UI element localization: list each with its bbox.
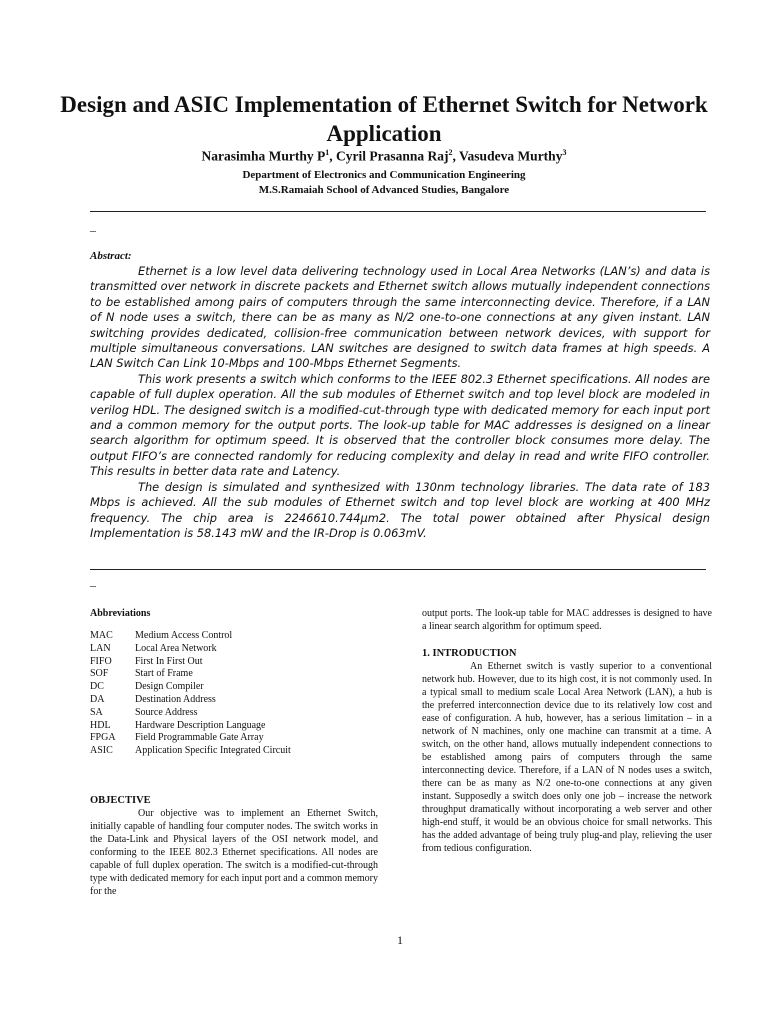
abbreviation-meaning: Source Address (135, 706, 198, 718)
introduction-paragraph: An Ethernet switch is vastly superior to a conventional network hub. However, due to its high cost, it is not commonly used. In a typical small to medium scale Local Area Network (LAN), a hub is the preferred interconnection device due to its relatively low cost and ease of configuration. A hub, however, has a serious limitation – in a network of N machines, only one machine can transmit at a time. A switch, on the other hand, allows mutually independent connections to be established among pairs of computers through the same interconnecting device. Therefore, if a LAN of N nodes uses a switch, there can be as many as N/2 one-to-one connections at any given instant. Supposedly a switch does only one job – increase the network throughput dramatically without incorporating a web server and other high-end stuff, it would be an obvious choice for small networks. This has the added advantage of being truly plug-and play, relieving the user from tedious configuration. (422, 661, 712, 854)
objective-heading: OBJECTIVE (90, 794, 151, 806)
abbreviation-row (90, 732, 378, 745)
abbreviation-meaning: Destination Address (135, 693, 216, 705)
abbreviation-meaning: Start of Frame (135, 668, 193, 680)
abbreviation-row (90, 656, 378, 669)
abbreviations-list (90, 630, 378, 758)
abbreviation-meaning: First In First Out (135, 655, 203, 667)
abbreviation-row (90, 668, 378, 681)
abstract-paragraph: Ethernet is a low level data delivering technology used in Local Area Networks (LAN’s) and data is transmitted over network in discrete packets and Ethernet switch allows mutually independent connections to be established among pairs of computers through the same interconnecting device. Therefore, if a LAN of N node uses a switch, there can be as many as N/2 one-to-one connections at any given instant. LAN switching provides dedicated, collision-free communication between network devices, with support for multiple simultaneous conversations. LAN switches are designed to switch data frames at high speeds. A LAN Switch Can Link 10-Mbps and 100-Mbps Ethernet Segments. (90, 264, 710, 371)
abstract-paragraph: The design is simulated and synthesized with 130nm technology libraries. The data rate of 183 Mbps is achieved. All the sub modules of Ethernet switch and top level block are working at 400 MHz frequency. The chip area is 2246610.744µm2. The total power obtained after Physical design Implementation is 58.143 mW and the IR-Drop is 0.063mV. (90, 479, 710, 540)
abbreviation-row (90, 681, 378, 694)
author-separator: , (329, 148, 337, 164)
author-separator: , (452, 148, 460, 164)
author-line (60, 148, 708, 165)
abbreviation-row (90, 745, 378, 758)
author-affiliation-mark: 1 (325, 148, 330, 157)
paper-title: Design and ASIC Implementation of Ethernet Switch for Network Application (60, 92, 708, 146)
objective-paragraph: Our objective was to implement an Ethernet Switch, initially capable of handling four computer nodes. The switch works in the Data-Link and Physical layers of the OSI network model, and conforming to the IEEE 802.3 Ethernet specifications. All nodes are capable of full duplex operation. The switch is a modified-cut-through type with dedicated memory for each input port and a common memory for the (90, 807, 378, 897)
abbreviation-key: HDL (90, 719, 111, 731)
abbreviation-row (90, 630, 378, 643)
right-column (422, 607, 712, 855)
abstract-body (90, 264, 710, 541)
affiliation-block (60, 168, 708, 198)
abbreviation-meaning: Local Area Network (135, 642, 217, 654)
abbreviation-meaning: Hardware Description Language (135, 719, 266, 731)
author-affiliation-mark: 2 (448, 148, 453, 157)
author-name: Narasimha Murthy P (201, 148, 326, 164)
abbreviation-row (90, 643, 378, 656)
abbreviation-key: MAC (90, 630, 113, 641)
abbreviation-meaning: Design Compiler (135, 681, 204, 693)
author-name: Cyril Prasanna Raj (336, 148, 449, 164)
abstract-paragraph: This work presents a switch which conforms to the IEEE 802.3 Ethernet specifications. All nodes are capable of full duplex operation. All the sub modules of Ethernet switch and top level block are modeled in verilog HDL. The designed switch is a modified-cut-through type with dedicated memory for each input port and a common memory for the output ports. The look-up table for MAC addresses is designed on a linear search algorithm for optimum speed. It is observed that the controller block consumes more delay. The output FIFO’s are connected randomly for reducing complexity and delay in read and write FIFO controller. This results in better data rate and Latency. (90, 371, 710, 479)
introduction-heading: 1. INTRODUCTION (422, 648, 517, 659)
author-name: Vasudeva Murthy (459, 148, 563, 164)
abstract-divider (90, 569, 706, 570)
abbreviations-heading: Abbreviations (90, 608, 151, 619)
header-divider (90, 211, 706, 212)
abbreviation-row (90, 720, 378, 733)
abbreviation-key: DC (90, 681, 104, 693)
institution: M.S.Ramaiah School of Advanced Studies, Bangalore (258, 184, 510, 196)
abbreviation-key: SOF (90, 668, 109, 680)
abbreviation-meaning: Field Programmable Gate Array (135, 732, 264, 744)
abbreviation-meaning: Medium Access Control (135, 630, 233, 641)
department: Department of Electronics and Communication Engineering (242, 169, 526, 181)
abbreviation-key: FPGA (90, 732, 116, 744)
abbreviation-key: FIFO (90, 655, 112, 667)
header-divider-dash: – (90, 223, 96, 237)
abstract-divider-dash: – (90, 578, 96, 592)
abbreviation-key: ASIC (90, 745, 113, 757)
abbreviation-key: SA (90, 706, 103, 718)
left-column (90, 607, 378, 898)
abbreviation-row (90, 707, 378, 720)
abbreviation-row (90, 694, 378, 707)
continuation-paragraph: output ports. The look-up table for MAC addresses is designed to have a linear search algorithm for optimum speed. (422, 608, 712, 632)
author-affiliation-mark: 3 (562, 148, 567, 157)
abstract-heading: Abstract: (90, 250, 132, 262)
abbreviation-key: DA (90, 693, 105, 705)
abbreviation-meaning: Application Specific Integrated Circuit (135, 745, 291, 757)
abbreviation-key: LAN (90, 642, 111, 654)
page-number: 1 (397, 933, 403, 947)
